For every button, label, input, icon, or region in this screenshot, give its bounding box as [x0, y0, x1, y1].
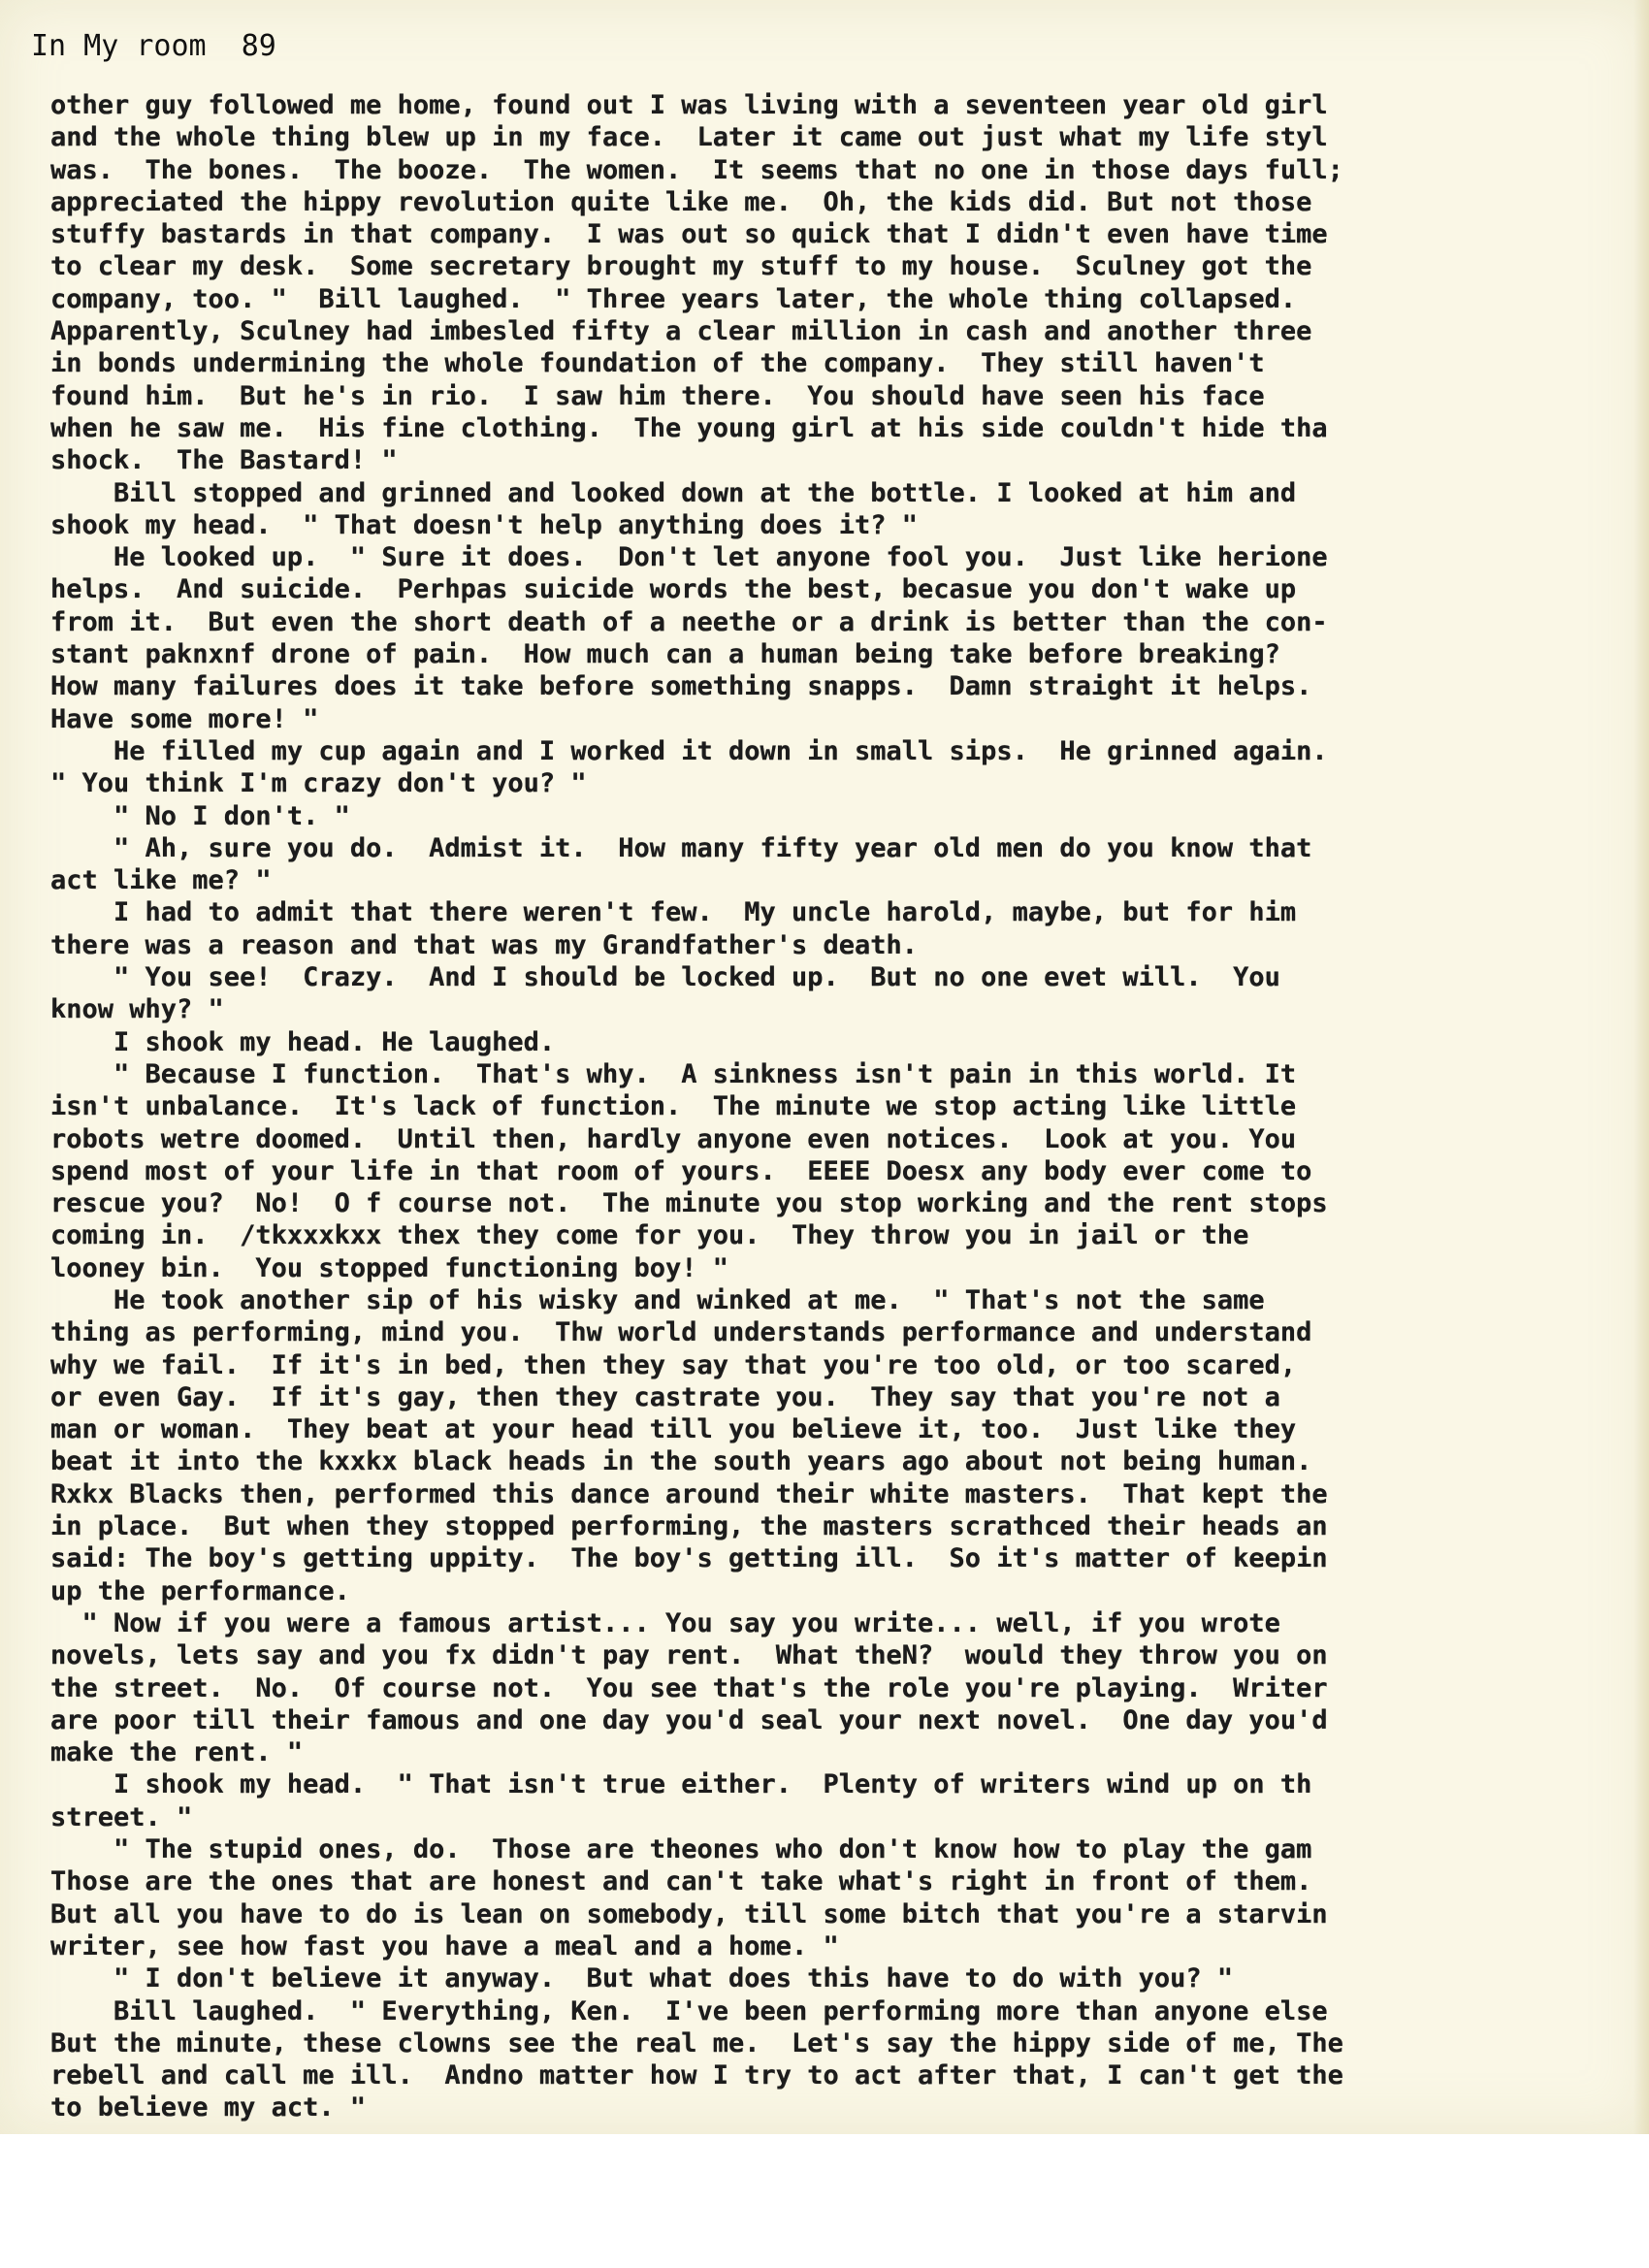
text-line: from it. But even the short death of a neethe or a drink is better than the con-	[50, 606, 1328, 637]
text-line: writer, see how fast you have a meal and a home. "	[50, 1930, 839, 1961]
typescript-body	[50, 89, 1641, 2124]
text-line: " The stupid ones, do. Those are theones who don't know how to play the gam	[50, 1834, 1312, 1865]
text-line: He filled my cup again and I worked it down in small sips. He grinned again.	[50, 735, 1328, 766]
text-line: man or woman. They beat at your head till you believe it, too. Just like they	[50, 1414, 1297, 1445]
text-line: the street. No. Of course not. You see that's the role you're playing. Writer	[50, 1672, 1328, 1703]
text-line: " Ah, sure you do. Admist it. How many fifty year old men do you know that	[50, 832, 1312, 863]
text-line: when he saw me. His fine clothing. The young girl at his side couldn't hide tha	[50, 412, 1328, 443]
text-line: But the minute, these clowns see the real me. Let's say the hippy side of me, The	[50, 2027, 1343, 2058]
text-line: in bonds undermining the whole foundation of the company. They still haven't	[50, 348, 1265, 379]
text-line: appreciated the hippy revolution quite like me. Oh, the kids did. But not those	[50, 186, 1312, 217]
text-line: Those are the ones that are honest and can't take what's right in front of them.	[50, 1866, 1312, 1897]
text-line: I had to admit that there weren't few. My uncle harold, maybe, but for him	[50, 897, 1297, 928]
text-line: How many failures does it take before something snapps. Damn straight it helps.	[50, 671, 1312, 702]
text-line: isn't unbalance. It's lack of function. The minute we stop acting like little	[50, 1091, 1297, 1122]
text-line: I shook my head. " That isn't true either. Plenty of writers wind up on th	[50, 1769, 1312, 1800]
text-line: But all you have to do is lean on somebody, till some bitch that you're a starvin	[50, 1898, 1328, 1929]
text-line: why we fail. If it's in bed, then they say that you're too old, or too scared,	[50, 1349, 1297, 1380]
text-line: looney bin. You stopped functioning boy! "	[50, 1252, 728, 1283]
text-line: or even Gay. If it's gay, then they castrate you. They say that you're not a	[50, 1381, 1280, 1412]
text-line: rescue you? No! O f course not. The minute you stop working and the rent stops	[50, 1188, 1328, 1219]
text-line: in place. But when they stopped performing, the masters scrathced their heads an	[50, 1511, 1328, 1542]
text-line: stuffy bastards in that company. I was out so quick that I didn't even have time	[50, 219, 1328, 250]
text-line: there was a reason and that was my Grandfather's death.	[50, 929, 919, 960]
text-line: Bill laughed. " Everything, Ken. I've been performing more than anyone else	[50, 1995, 1328, 2026]
text-line: beat it into the kxxkx black heads in the south years ago about not being human.	[50, 1446, 1312, 1477]
text-line: rebell and call me ill. Andno matter how I try to act after that, I can't get the	[50, 2060, 1343, 2091]
text-line: He took another sip of his wisky and winked at me. " That's not the same	[50, 1284, 1265, 1315]
text-line: I shook my head. He laughed.	[50, 1026, 556, 1057]
text-line: " Because I function. That's why. A sinkness isn't pain in this world. It	[50, 1058, 1297, 1089]
text-line: novels, lets say and you fx didn't pay rent. What theN? would they throw you on	[50, 1640, 1328, 1671]
text-line: spend most of your life in that room of yours. EEEE Doesx any body ever come to	[50, 1155, 1312, 1186]
text-line: He looked up. " Sure it does. Don't let anyone fool you. Just like herione	[50, 542, 1328, 573]
text-line: " I don't believe it anyway. But what does this have to do with you? "	[50, 1963, 1234, 1994]
text-line: said: The boy's getting uppity. The boy's getting ill. So it's matter of keepin	[50, 1543, 1328, 1574]
text-line: " No I don't. "	[50, 800, 350, 831]
text-line: make the rent. "	[50, 1737, 304, 1768]
text-line: was. The bones. The booze. The women. It seems that no one in those days full;	[50, 154, 1343, 185]
text-line: Apparently, Sculney had imbesled fifty a clear million in cash and another three	[50, 316, 1312, 347]
text-line: robots wetre doomed. Until then, hardly anyone even notices. Look at you. You	[50, 1123, 1297, 1154]
text-line: to believe my act. "	[50, 2092, 367, 2123]
text-line: thing as performing, mind you. Thw world understands performance and understand	[50, 1317, 1312, 1348]
text-line: street. "	[50, 1801, 193, 1832]
text-line: are poor till their famous and one day you'd seal your next novel. One day you'd	[50, 1704, 1328, 1735]
text-line: to clear my desk. Some secretary brought my stuff to my house. Sculney got the	[50, 251, 1312, 282]
text-line: " You think I'm crazy don't you? "	[50, 768, 587, 799]
text-line: company, too. " Bill laughed. " Three years later, the whole thing collapsed.	[50, 283, 1297, 314]
text-line: helps. And suicide. Perhpas suicide words the best, becasue you don't wake up	[50, 574, 1297, 605]
text-line: Bill stopped and grinned and looked down at the bottle. I looked at him and	[50, 477, 1297, 508]
text-line: know why? "	[50, 994, 224, 1025]
text-line: act like me? "	[50, 865, 272, 896]
text-line: other guy followed me home, found out I was living with a seventeen year old girl	[50, 90, 1328, 120]
text-line: up the performance.	[50, 1575, 350, 1606]
text-line: and the whole thing blew up in my face. Later it came out just what my life styl	[50, 122, 1328, 153]
text-line: Have some more! "	[50, 703, 319, 734]
text-line: stant paknxnf drone of pain. How much can a human being take before breaking?	[50, 639, 1280, 670]
running-head: In My room 89	[31, 29, 276, 63]
text-line: found him. But he's in rio. I saw him there. You should have seen his face	[50, 380, 1265, 411]
text-line: " Now if you were a famous artist... You say you write... well, if you wrote	[50, 1607, 1280, 1638]
text-line: " You see! Crazy. And I should be locked up. But no one evet will. You	[50, 962, 1280, 993]
text-line: shook my head. " That doesn't help anything does it? "	[50, 509, 919, 540]
text-line: Rxkx Blacks then, performed this dance around their white masters. That kept the	[50, 1478, 1328, 1509]
text-line: coming in. /tkxxxkxx thex they come for you. They throw you in jail or the	[50, 1220, 1249, 1251]
text-line: shock. The Bastard! "	[50, 445, 398, 476]
